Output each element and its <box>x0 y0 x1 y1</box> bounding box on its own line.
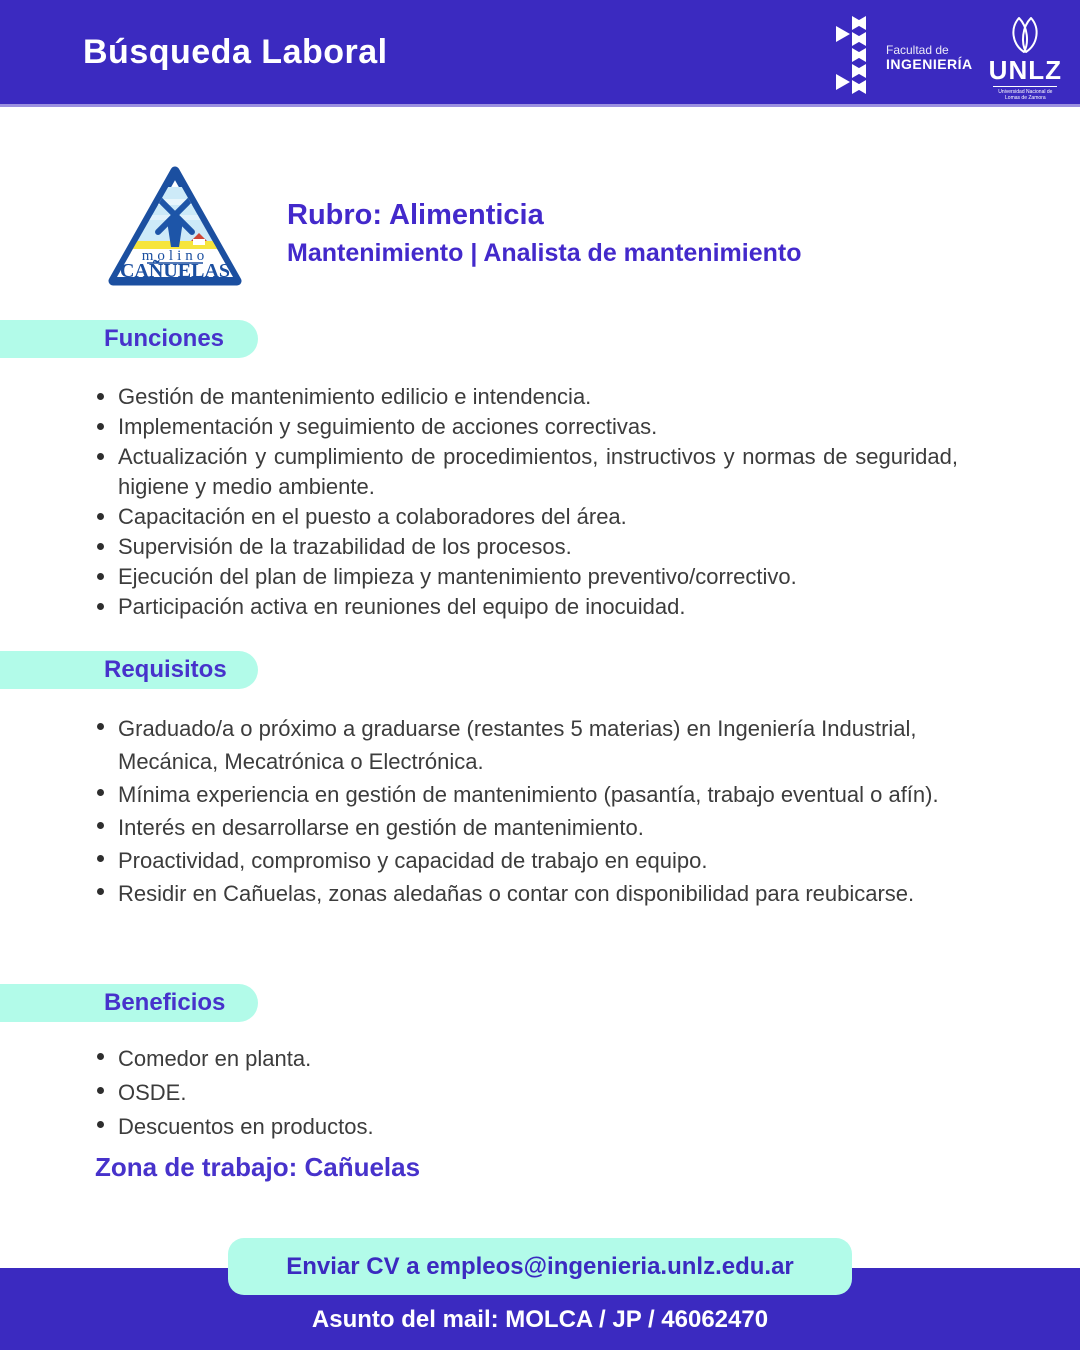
list-item: Mínima experiencia en gestión de mantenimiento (pasantía, trabajo eventual o afín). <box>96 778 958 811</box>
list-item: Implementación y seguimiento de acciones correctivas. <box>96 412 958 442</box>
beneficios-list <box>96 1042 958 1144</box>
unlz-leaf-icon <box>1007 15 1043 55</box>
facultad-ingenieria-label <box>886 44 973 71</box>
page-title: Búsqueda Laboral <box>83 32 388 71</box>
work-zone: Zona de trabajo: Cañuelas <box>95 1152 421 1182</box>
unlz-logo <box>989 15 1062 101</box>
section-label: Requisitos <box>104 656 227 683</box>
mail-subject: Asunto del mail: MOLCA / JP / 46062470 <box>311 1306 769 1333</box>
unlz-subtitle: Universidad Nacional de Lomas de Zamora <box>993 86 1057 101</box>
section-pill-beneficios <box>0 984 258 1022</box>
list-item: Participación activa en reuniones del equipo de inocuidad. <box>96 592 958 622</box>
list-item: Supervisión de la trazabilidad de los procesos. <box>96 532 958 562</box>
requisitos-list <box>96 712 958 910</box>
faculty-line1: Facultad de <box>885 43 949 58</box>
logo-word-canuelas: CAÑUELAS <box>119 260 231 282</box>
list-item: Interés en desarrollarse en gestión de mantenimiento. <box>96 811 958 844</box>
job-headings <box>287 163 801 293</box>
job-position: Mantenimiento | Analista de mantenimiento <box>287 239 802 267</box>
job-rubro: Rubro: Alimenticia <box>287 199 544 231</box>
send-cv-text: Enviar CV a empleos@ingenieria.unlz.edu.ar <box>286 1252 794 1280</box>
section-label: Funciones <box>104 325 225 352</box>
unlz-word: UNLZ <box>988 55 1062 85</box>
funciones-list <box>96 382 958 622</box>
header-logos <box>832 14 1062 102</box>
list-item: Comedor en planta. <box>96 1042 958 1076</box>
logo-word-molino: molino <box>141 248 209 264</box>
list-item: Ejecución del plan de limpieza y mantenimiento preventivo/correctivo. <box>96 562 958 592</box>
list-item: Actualización y cumplimiento de procedimientos, instructivos y normas de seguridad, higiene y medio ambiente. <box>96 442 958 502</box>
send-cv-pill[interactable] <box>228 1238 852 1295</box>
section-pill-funciones <box>0 320 258 358</box>
header-bar <box>0 0 1080 107</box>
company-row <box>105 163 801 293</box>
list-item: Residir en Cañuelas, zonas aledañas o contar con disponibilidad para reubicarse. <box>96 877 958 910</box>
list-item: Proactividad, compromiso y capacidad de trabajo en equipo. <box>96 844 958 877</box>
molino-canuelas-logo <box>105 163 245 293</box>
list-item: Descuentos en productos. <box>96 1110 958 1144</box>
facultad-ingenieria-triangles-icon <box>832 16 876 100</box>
list-item: Gestión de mantenimiento edilicio e intendencia. <box>96 382 958 412</box>
section-pill-requisitos <box>0 651 258 689</box>
list-item: Capacitación en el puesto a colaboradores del área. <box>96 502 958 532</box>
section-label: Beneficios <box>104 989 226 1016</box>
faculty-line2: INGENIERÍA <box>885 55 973 72</box>
list-item: OSDE. <box>96 1076 958 1110</box>
list-item: Graduado/a o próximo a graduarse (restantes 5 materias) en Ingeniería Industrial, Mecánica, Mecatrónica o Electrónica. <box>96 712 958 778</box>
